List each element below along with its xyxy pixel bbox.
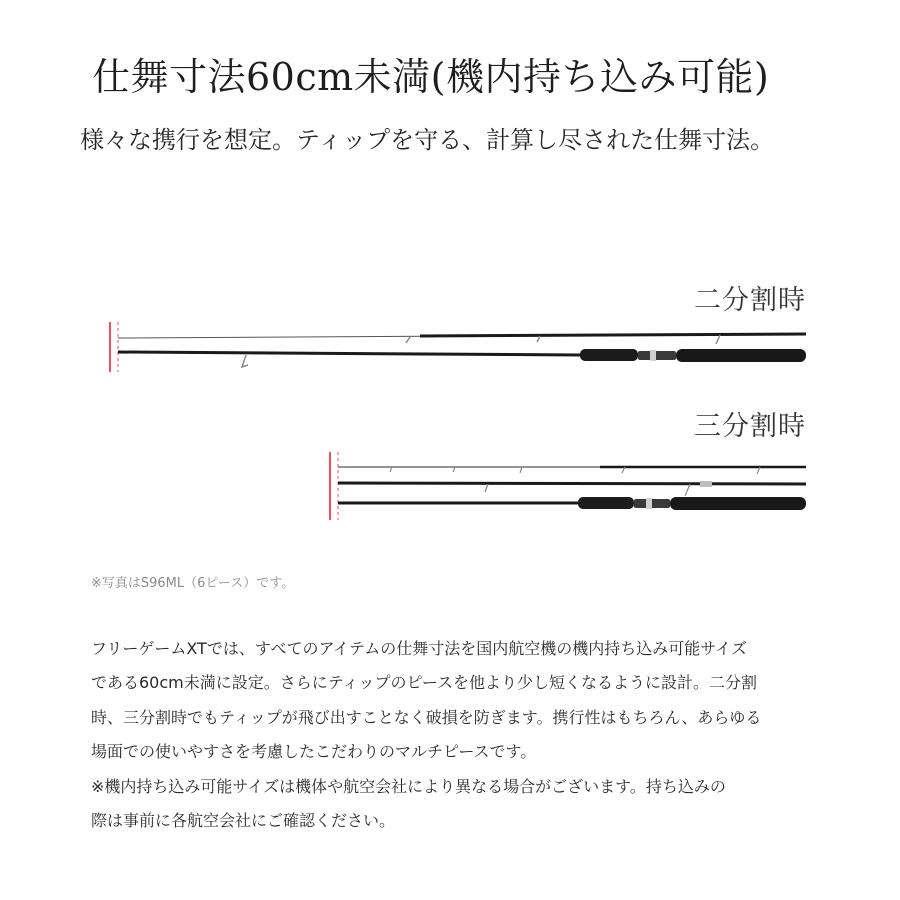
- rod-guide: [242, 355, 248, 367]
- three-piece-label: 三分割時: [694, 411, 806, 442]
- rod-reel-seat: [578, 497, 634, 509]
- rod-middle-section: [338, 483, 806, 484]
- description-line: である60cm未満に設定。さらにティップのピースを他より少し短くなるように設計。二分割: [91, 673, 758, 693]
- page-title: 仕舞寸法60cm未満(機内持ち込み可能): [92, 55, 770, 99]
- rod-grip: [676, 349, 806, 362]
- two-piece-rod-group: [110, 322, 806, 372]
- rod-reel-seat: [580, 349, 638, 361]
- description-line: 時、三分割時でもティップが飛び出すことなく破損を防ぎます。携行性はもちろん、あらゆる: [91, 707, 762, 727]
- photo-caption: ※写真はS96ML（6ピース）です。: [91, 576, 295, 591]
- rod-guide: [716, 335, 720, 344]
- rod-guide: [537, 336, 540, 342]
- rod-butt-section: [118, 352, 580, 355]
- description-paragraph: [91, 632, 831, 838]
- description-line: フリーゲームXTでは、すべてのアイテムの仕舞寸法を国内航空機の機内持ち込み可能サイズ: [91, 639, 747, 658]
- rod-guide: [406, 337, 410, 343]
- two-piece-label: 二分割時: [694, 285, 806, 316]
- three-piece-rod-group: [330, 452, 806, 520]
- description-line: 際は事前に各航空会社にご確認ください。: [91, 811, 396, 831]
- description-line: ※機内持ち込み可能サイズは機体や航空会社により異なる場合がございます。持ち込みの: [91, 776, 726, 796]
- description-line: 場面での使いやすさを考慮したこだわりのマルチピースです。: [91, 742, 537, 762]
- page-subtitle: 様々な携行を想定。ティップを守る、計算し尽された仕舞寸法。: [80, 126, 775, 154]
- rod-grip: [670, 497, 806, 510]
